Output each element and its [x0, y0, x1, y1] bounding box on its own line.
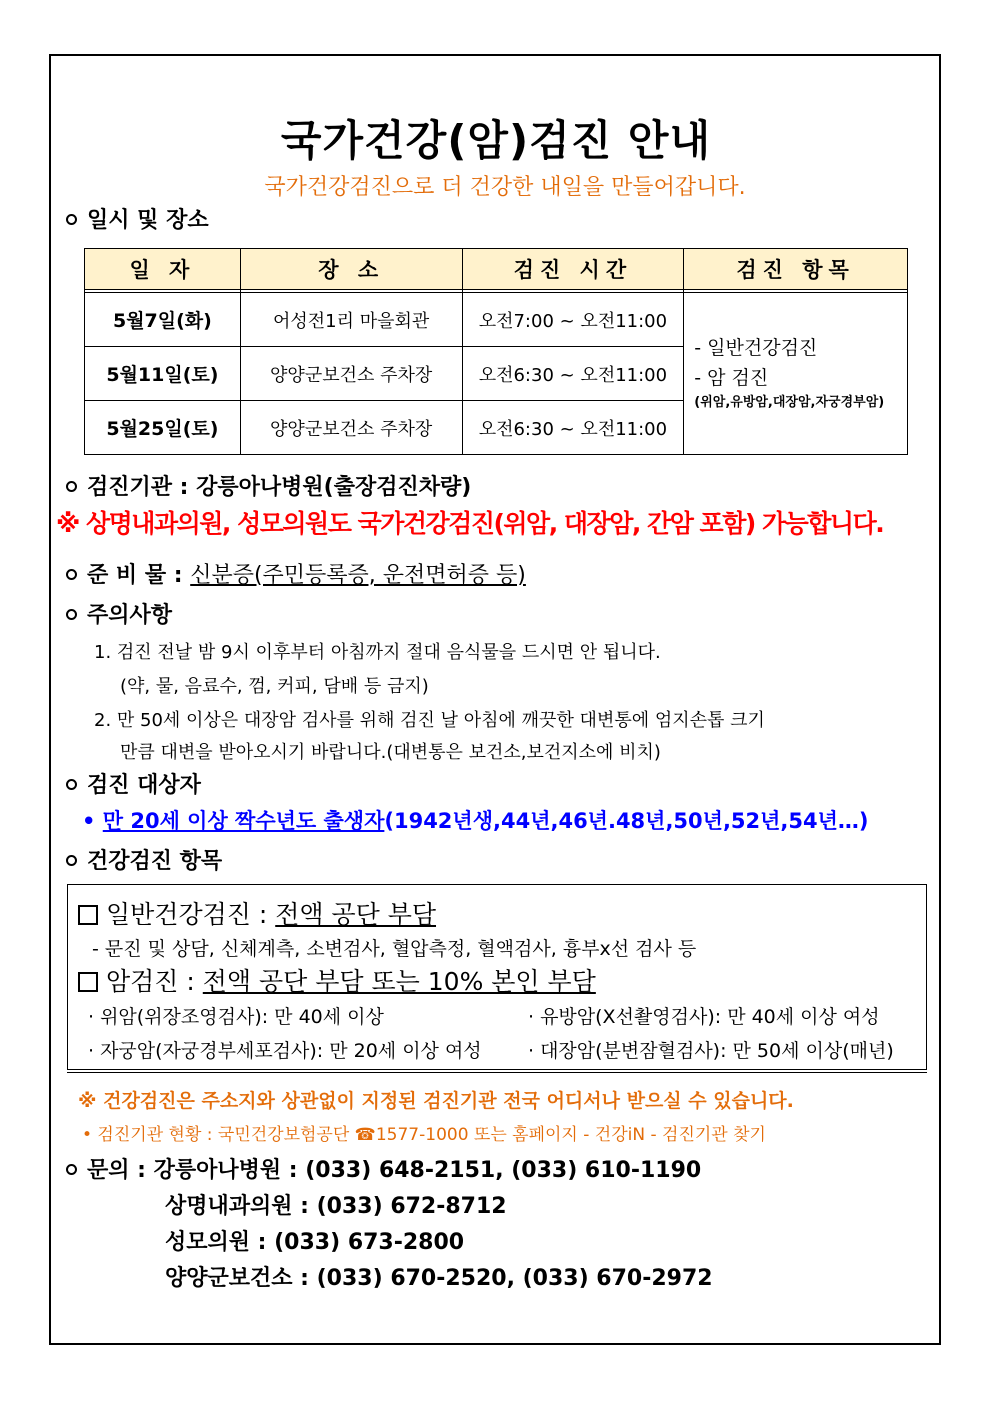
institution-line: 검진기관 : 강릉아나병원(출장검진차량) [66, 470, 471, 501]
cancer-item-colon: · 대장암(분변잠혈검사): 만 50세 이상(매년) [528, 1040, 894, 1062]
page-subtitle: 국가건강검진으로 더 건강한 내일을 만들어갑니다. [264, 175, 746, 200]
row-place: 어성전1리 마을회관 [240, 293, 462, 347]
circle-bullet-icon [66, 609, 77, 620]
contact-line-1: 문의 : 강릉아나병원 : (033) 648-2151, (033) 610-1190 [66, 1153, 701, 1184]
general-exam-line: 일반건강검진 : 전액 공단 부담 [78, 895, 436, 931]
checkbox-icon [78, 905, 98, 925]
circle-bullet-icon [66, 481, 77, 492]
header-items: 검진 항목 [684, 249, 908, 290]
cautions-heading: 주의사항 [66, 598, 172, 629]
cancer-item-breast: · 유방암(X선촬영검사): 만 40세 이상 여성 [528, 1006, 880, 1028]
circle-bullet-icon [66, 779, 77, 790]
target-heading: 검진 대상자 [66, 768, 201, 799]
cancer-item-cervical: · 자궁암(자궁경부세포검사): 만 20세 이상 여성 [88, 1040, 482, 1062]
prep-line: 준 비 물 : 신분증(주민등록증, 운전면허증 등) [66, 558, 526, 589]
schedule-table [84, 248, 908, 455]
bullet-dot-icon: • [82, 809, 96, 833]
caution-1-line-1: 1. 검진 전날 밤 9시 이후부터 아침까지 절대 음식물을 드시면 안 됩니다. [94, 642, 661, 663]
checkbox-icon [78, 972, 98, 992]
contact-line-2: 상명내과의원 : (033) 672-8712 [165, 1194, 507, 1219]
target-line: • 만 20세 이상 짝수년도 출생자(1942년생,44년,46년.48년,50년,52년,54년…) [82, 809, 869, 833]
nationwide-note: ※ 건강검진은 주소지와 상관없이 지정된 검진기관 전국 어디서나 받으실 수 있습니다. [78, 1090, 794, 1112]
exam-items-cell: - 일반건강검진 - 암 검진 (위암,유방암,대장암,자궁경부암) [684, 293, 908, 455]
circle-bullet-icon [66, 1164, 77, 1175]
general-exam-detail: - 문진 및 상담, 신체계측, 소변검사, 혈압측정, 혈액검사, 흉부x선 검사 등 [92, 938, 697, 960]
red-notice: ※ 상명내과의원, 성모의원도 국가건강검진(위암, 대장암, 간암 포함) 가능합니다. [56, 509, 884, 538]
caution-2-line-1: 2. 만 50세 이상은 대장암 검사를 위해 검진 날 아침에 깨끗한 대변통에 엄지손톱 크기 [94, 710, 765, 731]
table-header-row [85, 249, 908, 290]
schedule-heading: 일시 및 장소 [66, 203, 209, 234]
row-place: 양양군보건소 주차장 [240, 347, 462, 401]
row-place: 양양군보건소 주차장 [240, 401, 462, 455]
row-time: 오전7:00 ~ 오전11:00 [462, 293, 684, 347]
header-place: 장 소 [240, 249, 462, 290]
row-time: 오전6:30 ~ 오전11:00 [462, 401, 684, 455]
circle-bullet-icon [66, 855, 77, 866]
page-title: 국가건강(암)검진 안내 [280, 116, 712, 165]
contact-line-4: 양양군보건소 : (033) 670-2520, (033) 670-2972 [165, 1266, 713, 1291]
row-date: 5월7일(화) [85, 293, 241, 347]
contact-line-3: 성모의원 : (033) 673-2800 [165, 1230, 465, 1255]
circle-bullet-icon [66, 569, 77, 580]
header-time: 검진 시간 [462, 249, 684, 290]
row-time: 오전6:30 ~ 오전11:00 [462, 347, 684, 401]
caution-2-line-2: 만큼 대변을 받아오시기 바랍니다.(대변통은 보건소,보건지소에 비치) [120, 742, 661, 763]
header-date: 일 자 [85, 249, 241, 290]
institution-info-note: • 검진기관 현황 : 국민건강보험공단 ☎1577-1000 또는 홈페이지 - 건강iN - 검진기관 찾기 [82, 1125, 766, 1145]
cancer-item-stomach: · 위암(위장조영검사): 만 40세 이상 [88, 1006, 384, 1028]
items-heading: 건강검진 항목 [66, 844, 222, 875]
row-date: 5월25일(토) [85, 401, 241, 455]
cancer-exam-line: 암검진 : 전액 공단 부담 또는 10% 본인 부담 [78, 962, 596, 998]
circle-bullet-icon [66, 214, 77, 225]
table-row [85, 293, 908, 347]
row-date: 5월11일(토) [85, 347, 241, 401]
caution-1-line-2: (약, 물, 음료수, 껌, 커피, 담배 등 금지) [120, 676, 429, 697]
